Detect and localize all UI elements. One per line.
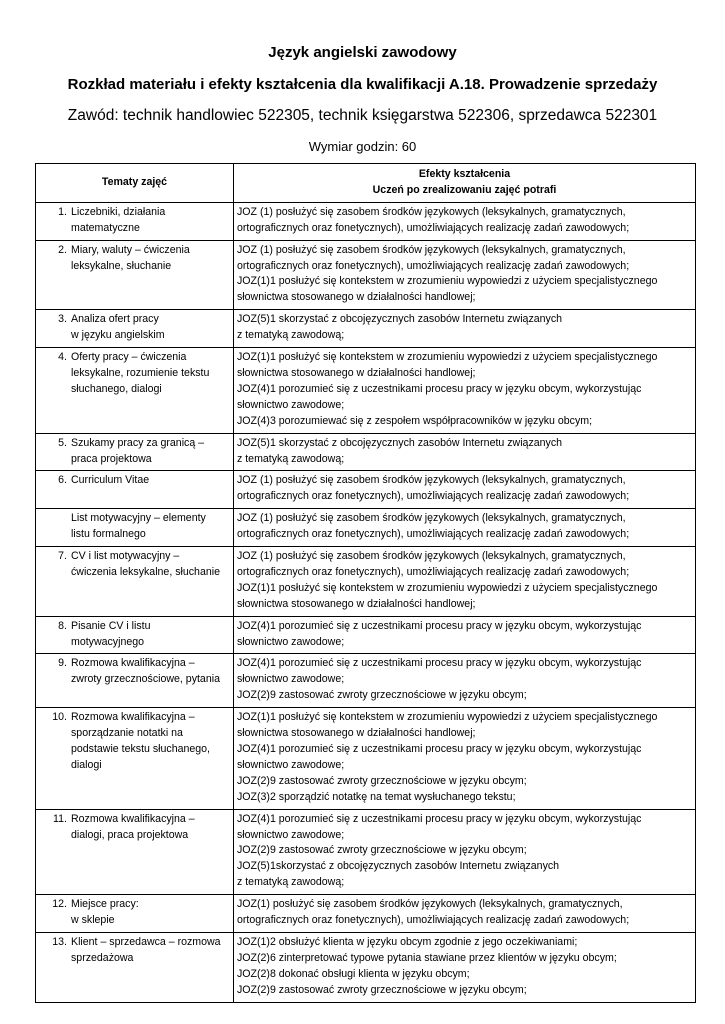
- table-row: [36, 809, 696, 895]
- topic-text: Rozmowa kwalifikacyjna – zwroty grzecznościowe, pytania: [71, 657, 220, 686]
- topic-text: Rozmowa kwalifikacyjna – dialogi, praca projektowa: [71, 812, 195, 841]
- topic-number: 8.: [58, 619, 67, 632]
- topic-number: 2.: [58, 243, 67, 256]
- table-row: [36, 202, 696, 240]
- effects-cell: [234, 433, 696, 471]
- document-title: Język angielski zawodowy: [268, 44, 457, 61]
- table-row: [36, 433, 696, 471]
- effect-item: JOZ(2)9 zastosować zwroty grzecznościowe w języku obcym;: [237, 983, 527, 996]
- topic-cell: [36, 654, 234, 708]
- effects-header: [234, 164, 696, 203]
- table-row: [36, 654, 696, 708]
- effect-item: JOZ(2)9 zastosować zwroty grzecznościowe w języku obcym;: [237, 844, 527, 857]
- topic-number: 12.: [52, 898, 67, 911]
- topic-number: 11.: [53, 812, 67, 825]
- effects-cell: [234, 616, 696, 654]
- topic-number: 9.: [58, 657, 67, 670]
- effect-item: JOZ(4)1 porozumieć się z uczestnikami procesu pracy w języku obcym, wykorzystując słownictwo zawodowe;: [237, 812, 642, 841]
- topic-number: 3.: [58, 313, 67, 326]
- topic-number: 6.: [58, 474, 67, 487]
- topic-number: [39, 511, 71, 543]
- topic-cell: [36, 471, 234, 509]
- table-row: [36, 616, 696, 654]
- effect-item: JOZ(1)1 posłużyć się kontekstem w zrozumieniu wypowiedzi z użyciem specjalistycznego słownictwa stosowanego w działalności handlowej;: [237, 711, 658, 740]
- effect-item: JOZ(1)2 obsłużyć klienta w języku obcym zgodnie z jego oczekiwaniami;: [237, 935, 578, 948]
- table-row: [36, 708, 696, 809]
- topic-cell: [36, 509, 234, 547]
- effects-cell: [234, 471, 696, 509]
- table-row: [36, 471, 696, 509]
- topic-cell: [36, 240, 234, 310]
- topic-cell: [36, 433, 234, 471]
- table-row: [36, 547, 696, 617]
- topic-text: List motywacyjny – elementy listu formalnego: [71, 512, 206, 541]
- topic-number: 7.: [58, 550, 67, 563]
- topic-text: Analiza ofert pracy w języku angielskim: [71, 313, 165, 342]
- effects-cell: [234, 348, 696, 434]
- effect-item: JOZ(2)9 zastosować zwroty grzecznościowe w języku obcym;: [237, 689, 527, 702]
- syllabus-table: [35, 163, 696, 1003]
- topic-cell: [36, 708, 234, 809]
- topic-text: Rozmowa kwalifikacyjna – sporządzanie notatki na podstawie tekstu słuchanego, dialogi: [71, 711, 210, 771]
- topic-text: Klient – sprzedawca – rozmowa sprzedażowa: [71, 935, 221, 964]
- topic-number: 10.: [52, 711, 67, 724]
- topic-number: 13.: [52, 935, 67, 948]
- effects-cell: [234, 202, 696, 240]
- effect-item: JOZ (1) posłużyć się zasobem środków językowych (leksykalnych, gramatycznych, ortograficznych oraz fonetycznych), umożliwiających realizację zadań zawodowych;: [237, 474, 630, 503]
- topic-cell: [36, 348, 234, 434]
- effect-item: JOZ(1)1 posłużyć się kontekstem w zrozumieniu wypowiedzi z użyciem specjalistycznego słownictwa stosowanego w działalności handlowej;: [237, 275, 658, 304]
- topic-text: CV i list motywacyjny – ćwiczenia leksykalne, słuchanie: [71, 550, 220, 578]
- topic-number: 5.: [58, 436, 67, 449]
- effects-header-line1: Efekty kształcenia: [418, 168, 511, 180]
- topic-number: 4.: [58, 351, 67, 364]
- topic-cell: [36, 616, 234, 654]
- effect-item: JOZ(4)3 porozumiewać się z zespołem współpracowników w języku obcym;: [237, 414, 593, 427]
- effect-item: JOZ (1) posłużyć się zasobem środków językowych (leksykalnych, gramatycznych, ortograficznych oraz fonetycznych), umożliwiających realizację zadań zawodowych;: [237, 205, 630, 234]
- topic-cell: [36, 895, 234, 933]
- effect-item: JOZ(4)1 porozumieć się z uczestnikami procesu pracy w języku obcym, wykorzystując słownictwo zawodowe;: [237, 743, 642, 771]
- effect-item: JOZ(4)1 porozumieć się z uczestnikami procesu pracy w języku obcym, wykorzystując słownictwo zawodowe;: [237, 657, 642, 686]
- effects-cell: [234, 240, 696, 310]
- effects-cell: [234, 708, 696, 809]
- table-row: [36, 240, 696, 310]
- hours-line: Wymiar godzin: 60: [308, 139, 417, 154]
- table-row: [36, 895, 696, 933]
- topic-text: Szukamy pracy za granicą – praca projektowa: [71, 436, 205, 465]
- effects-cell: [234, 895, 696, 933]
- topics-header: Tematy zajęć: [36, 164, 234, 203]
- table-row: [36, 310, 696, 348]
- table-row: [36, 932, 696, 1002]
- topic-cell: [36, 310, 234, 348]
- effect-item: JOZ(5)1 skorzystać z obcojęzycznych zasobów Internetu związanych z tematyką zawodową;: [237, 436, 563, 465]
- effects-cell: [234, 654, 696, 708]
- effects-header-line2: Uczeń po zrealizowaniu zajęć potrafi: [372, 183, 557, 196]
- effect-item: JOZ(4)1 porozumieć się z uczestnikami procesu pracy w języku obcym, wykorzystując słownictwo zawodowe;: [237, 619, 642, 648]
- effects-cell: [234, 932, 696, 1002]
- effects-cell: [234, 509, 696, 547]
- effect-item: JOZ(4)1 porozumieć się z uczestnikami procesu pracy w języku obcym, wykorzystując słownictwo zawodowe;: [237, 382, 642, 411]
- table-header-row: [36, 164, 696, 203]
- effects-cell: [234, 547, 696, 617]
- effect-item: JOZ(1)1 posłużyć się kontekstem w zrozumieniu wypowiedzi z użyciem specjalistycznego słownictwa stosowanego w działalności handlowej;: [237, 351, 658, 379]
- document-subtitle: Rozkład materiału i efekty kształcenia dla kwalifikacji A.18. Prowadzenie sprzedaży: [67, 76, 658, 93]
- effect-item: JOZ (1) posłużyć się zasobem środków językowych (leksykalnych, gramatycznych, ortograficznych oraz fonetycznych), umożliwiających realizację zadań zawodowych;: [237, 550, 630, 578]
- topic-number: 1.: [58, 205, 67, 218]
- effect-item: JOZ(2)8 dokonać obsługi klienta w języku obcym;: [237, 967, 470, 980]
- table-row: [36, 348, 696, 434]
- effect-item: JOZ(2)6 zinterpretować typowe pytania stawiane przez klientów w języku obcym;: [237, 951, 617, 964]
- effects-cell: [234, 310, 696, 348]
- effect-item: JOZ (1) posłużyć się zasobem środków językowych (leksykalnych, gramatycznych, ortograficznych oraz fonetycznych), umożliwiających realizację zadań zawodowych;: [237, 243, 630, 272]
- topic-cell: [36, 202, 234, 240]
- topic-text: Miary, waluty – ćwiczenia leksykalne, słuchanie: [71, 243, 190, 272]
- effect-item: JOZ(2)9 zastosować zwroty grzecznościowe w języku obcym;: [237, 774, 527, 787]
- topic-text: Curriculum Vitae: [71, 474, 150, 487]
- topic-cell: [36, 932, 234, 1002]
- topic-cell: [36, 809, 234, 895]
- topic-text: Miejsce pracy: w sklepie: [71, 898, 139, 927]
- topic-text: Pisanie CV i listu motywacyjnego: [71, 619, 151, 648]
- table-body: [36, 202, 696, 1002]
- effect-item: JOZ(5)1skorzystać z obcojęzycznych zasobów Internetu związanych z tematyką zawodową;: [237, 860, 560, 889]
- effects-cell: [234, 809, 696, 895]
- profession-line: Zawód: technik handlowiec 522305, technik księgarstwa 522306, sprzedawca 522301: [67, 107, 658, 124]
- topic-text: Oferty pracy – ćwiczenia leksykalne, rozumienie tekstu słuchanego, dialogi: [71, 351, 210, 395]
- topic-cell: [36, 547, 234, 617]
- effect-item: JOZ(5)1 skorzystać z obcojęzycznych zasobów Internetu związanych z tematyką zawodową;: [237, 313, 563, 342]
- effect-item: JOZ(1) posłużyć się zasobem środków językowych (leksykalnych, gramatycznych, ortograficznych oraz fonetycznych), umożliwiających realizację zadań zawodowych;: [237, 898, 630, 927]
- table-row: [36, 509, 696, 547]
- effect-item: JOZ(3)2 sporządzić notatkę na temat wysłuchanego tekstu;: [237, 790, 516, 803]
- topic-text: Liczebniki, działania matematyczne: [71, 205, 166, 234]
- effect-item: JOZ (1) posłużyć się zasobem środków językowych (leksykalnych, gramatycznych, ortograficznych oraz fonetycznych), umożliwiających realizację zadań zawodowych;: [237, 512, 630, 541]
- effect-item: JOZ(1)1 posłużyć się kontekstem w zrozumieniu wypowiedzi z użyciem specjalistycznego słownictwa stosowanego w działalności handlowej;: [237, 581, 658, 610]
